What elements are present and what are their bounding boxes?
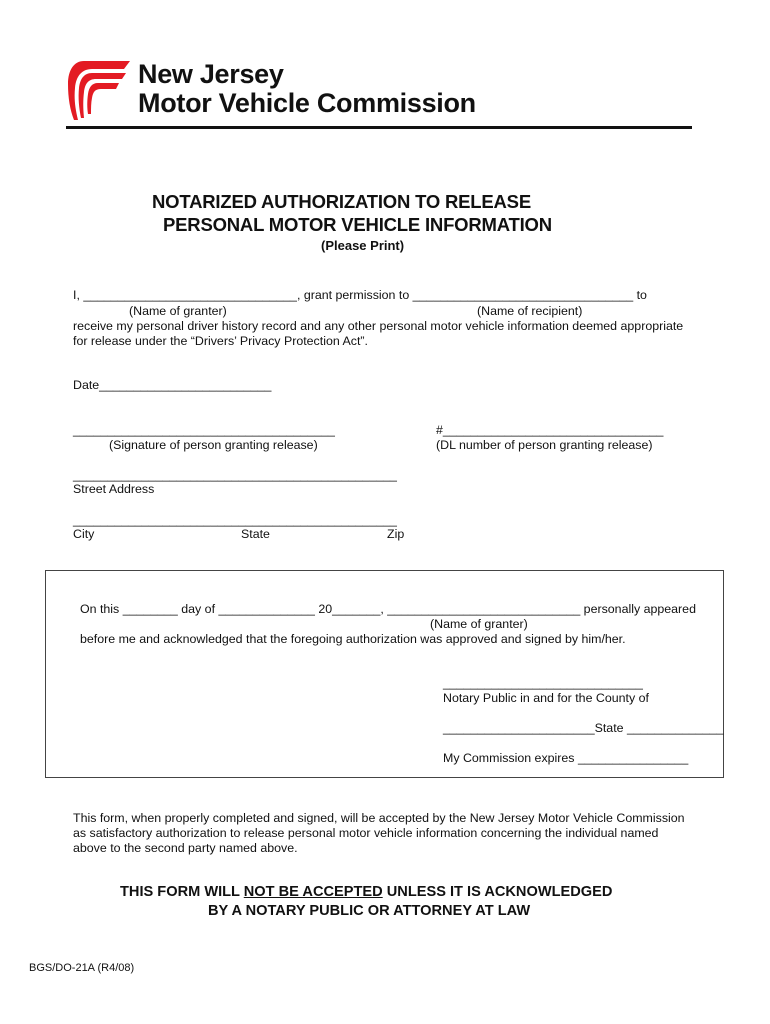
notary-granter-label: (Name of granter) <box>430 617 528 631</box>
notary-signature-field[interactable]: _____________________________ <box>443 676 643 690</box>
state-label: State <box>241 527 270 541</box>
dl-number-label: (DL number of person granting release) <box>436 438 653 452</box>
notary-county-label: Notary Public in and for the County of <box>443 691 649 705</box>
zip-label: Zip <box>387 527 405 541</box>
permission-body-2: for release under the “Drivers’ Privacy Protection Act”. <box>73 334 368 348</box>
city-label: City <box>73 527 95 541</box>
notary-line2: before me and acknowledged that the foregoing authorization was approved and signed by him/her. <box>80 632 626 646</box>
notary-line1[interactable]: On this ________ day of ______________ 20_______, ____________________________ personally appeared <box>80 602 696 616</box>
footer-text-3: above to the second party named above. <box>73 841 298 855</box>
permission-body-1: receive my personal driver history record and any other personal motor vehicle information deemed appropriate <box>73 319 684 333</box>
commission-expires-field[interactable]: My Commission expires ________________ <box>443 751 689 765</box>
warning-post: UNLESS IT IS ACKNOWLEDGED <box>382 884 613 900</box>
street-address-field[interactable]: _______________________________________________ <box>73 468 397 482</box>
notary-state-field[interactable]: ______________________State ______________ <box>443 721 724 735</box>
please-print: (Please Print) <box>321 238 405 253</box>
footer-text-1: This form, when properly completed and signed, will be accepted by the New Jersey Motor Vehicle Commission <box>73 811 685 825</box>
signature-label: (Signature of person granting release) <box>109 438 318 452</box>
logo-line2: Motor Vehicle Commission <box>138 88 476 118</box>
header-divider <box>66 126 692 129</box>
footer-text-2: as satisfactory authorization to release personal motor vehicle information concerning the individual named <box>73 826 659 840</box>
date-field[interactable]: Date_________________________ <box>73 378 272 392</box>
warning-line2: BY A NOTARY PUBLIC OR ATTORNEY AT LAW <box>208 903 531 919</box>
signature-field[interactable]: ______________________________________ <box>73 423 335 437</box>
form-title-line2: PERSONAL MOTOR VEHICLE INFORMATION <box>163 214 552 235</box>
permission-line: I, _______________________________, grant permission to ________________________________ to <box>73 288 647 302</box>
street-address-label: Street Address <box>73 482 155 496</box>
swoosh-icon <box>66 58 132 122</box>
warning-pre: THIS FORM WILL <box>120 884 244 900</box>
granter-label: (Name of granter) <box>129 304 227 318</box>
recipient-label: (Name of recipient) <box>477 304 583 318</box>
logo-line1: New Jersey <box>138 59 284 89</box>
warning-line1 <box>120 884 612 900</box>
form-title-line1: NOTARIZED AUTHORIZATION TO RELEASE <box>152 191 531 212</box>
form-code: BGS/DO-21A (R4/08) <box>29 962 135 974</box>
warning-underlined: NOT BE ACCEPTED <box>243 884 383 900</box>
city-state-zip-field[interactable]: _______________________________________________ <box>73 513 397 527</box>
dl-number-field[interactable]: #________________________________ <box>436 423 664 437</box>
